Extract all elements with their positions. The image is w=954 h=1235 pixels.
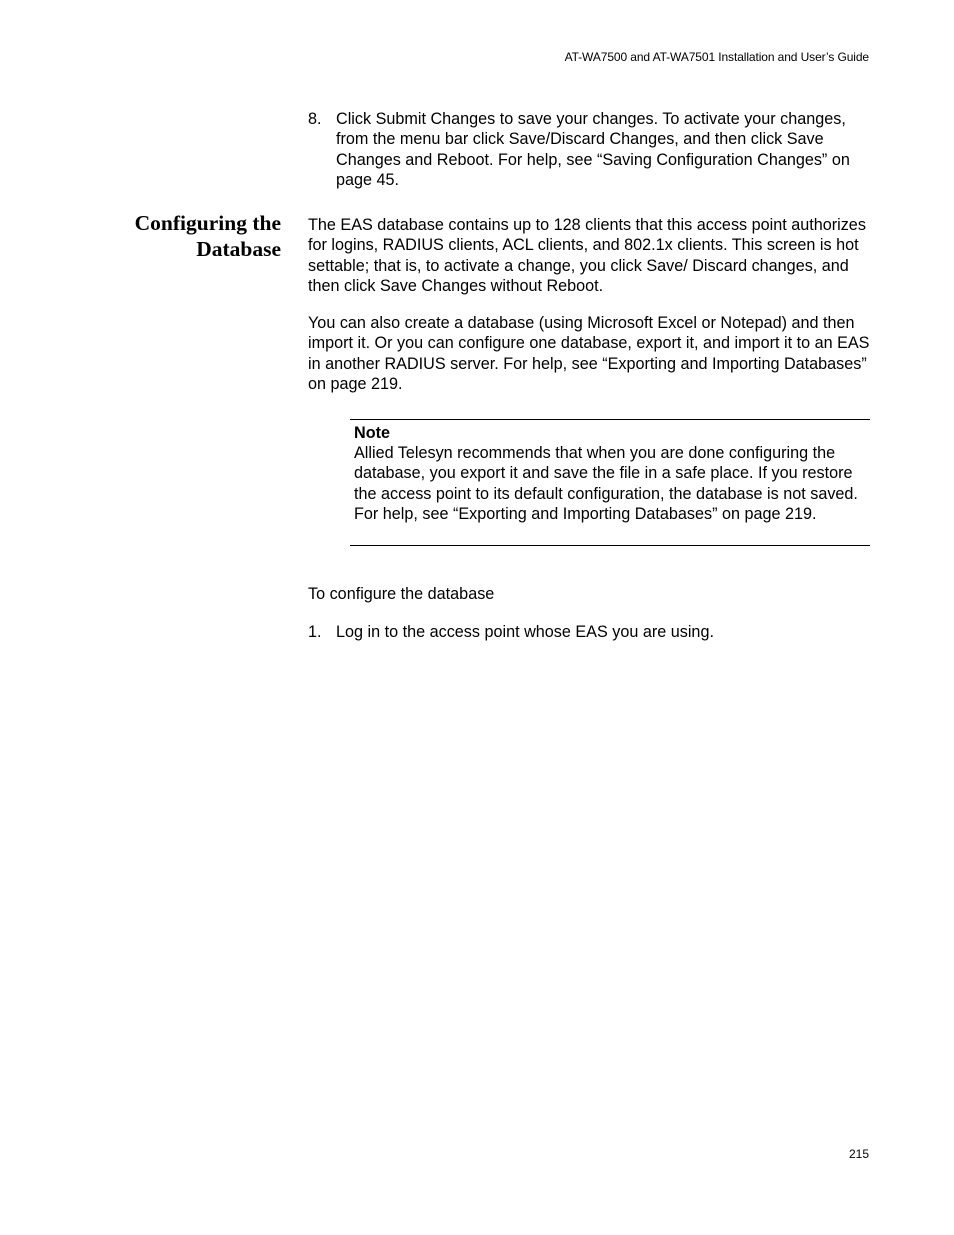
step-text: Click Submit Changes to save your changes. To activate your changes, from the menu bar click Save/Discard Changes, and then click Save Changes and Reboot. For help, see “Saving Configuration Changes” on page 45.	[336, 110, 850, 189]
paragraph-import-database: You can also create a database (using Microsoft Excel or Notepad) and then import it. Or you can configure one database, export it, and import it to an EAS in another RADIUS server. For help, see “Exporting and Importing Databases” on page 219.	[308, 314, 870, 393]
list-item-step-1	[308, 622, 868, 642]
section-heading	[100, 210, 281, 262]
step-number: 1.	[308, 623, 322, 641]
section-heading-line1: Configuring the	[134, 211, 281, 235]
step-text: Log in to the access point whose EAS you are using.	[336, 623, 714, 641]
paragraph-eas-database: The EAS database contains up to 128 clients that this access point authorizes for logins, RADIUS clients, ACL clients, and 802.1x clients. This screen is hot settable; that is, to activate a change, you click Save/ Discard changes, and then click Save Changes without Reboot.	[308, 216, 866, 295]
step-number: 8.	[308, 110, 322, 128]
section-heading-line2: Database	[196, 237, 281, 261]
procedure-intro: To configure the database	[308, 585, 495, 603]
note-title: Note	[354, 424, 390, 442]
note-text: Allied Telesyn recommends that when you are done configuring the database, you export it and save the file in a safe place. If you restore the access point to its default configuration, the database is not saved. For help, see “Exporting and Importing Databases” on page 219.	[354, 444, 858, 523]
note-box	[350, 419, 870, 546]
running-header: AT-WA7500 and AT-WA7501 Installation and User’s Guide	[564, 50, 869, 64]
list-item-step-8	[308, 109, 868, 190]
page-number: 215	[848, 1147, 869, 1161]
